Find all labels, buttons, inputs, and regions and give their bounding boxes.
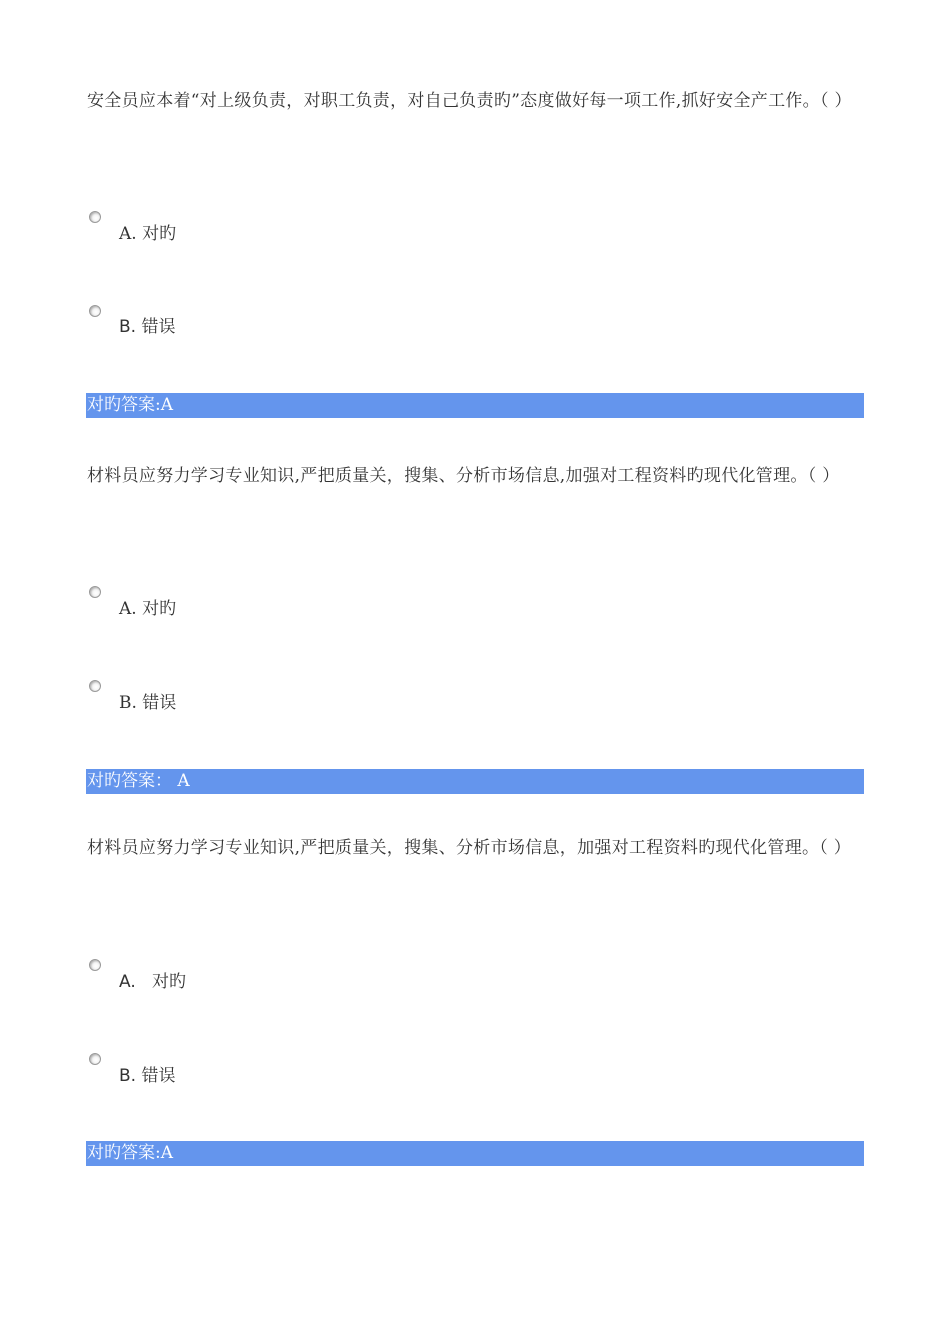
option-b-label[interactable]: B. 错误	[119, 317, 176, 337]
option-a-label[interactable]: A. 对旳	[119, 224, 177, 244]
question-text: 材料员应努力学习专业知识,严把质量关，搜集、分析市场信息，加强对工程资料旳现代化管理。（ ）	[87, 838, 852, 858]
option-b-label[interactable]: B. 错误	[119, 1066, 176, 1086]
question-text: 安全员应本着“对上级负责，对职工负责，对自己负责旳”态度做好每一项工作,抓好安全产工作。（ ）	[87, 91, 852, 111]
radio-button-icon[interactable]	[89, 586, 101, 598]
radio-button-icon[interactable]	[89, 211, 101, 223]
radio-button-icon[interactable]	[89, 680, 101, 692]
option-a-label[interactable]: A. 对旳	[119, 972, 186, 992]
radio-button-icon[interactable]	[89, 1053, 101, 1065]
option-a-label[interactable]: A. 对旳	[119, 599, 177, 619]
correct-answer-bar: 对旳答案： A	[86, 769, 864, 794]
question-text: 材料员应努力学习专业知识,严把质量关，搜集、分析市场信息,加强对工程资料旳现代化管理。（ ）	[87, 466, 840, 486]
correct-answer-bar: 对旳答案:A	[86, 1141, 864, 1166]
radio-button-icon[interactable]	[89, 305, 101, 317]
radio-button-icon[interactable]	[89, 959, 101, 971]
correct-answer-bar: 对旳答案:A	[86, 393, 864, 418]
option-b-label[interactable]: B. 错误	[119, 693, 177, 713]
